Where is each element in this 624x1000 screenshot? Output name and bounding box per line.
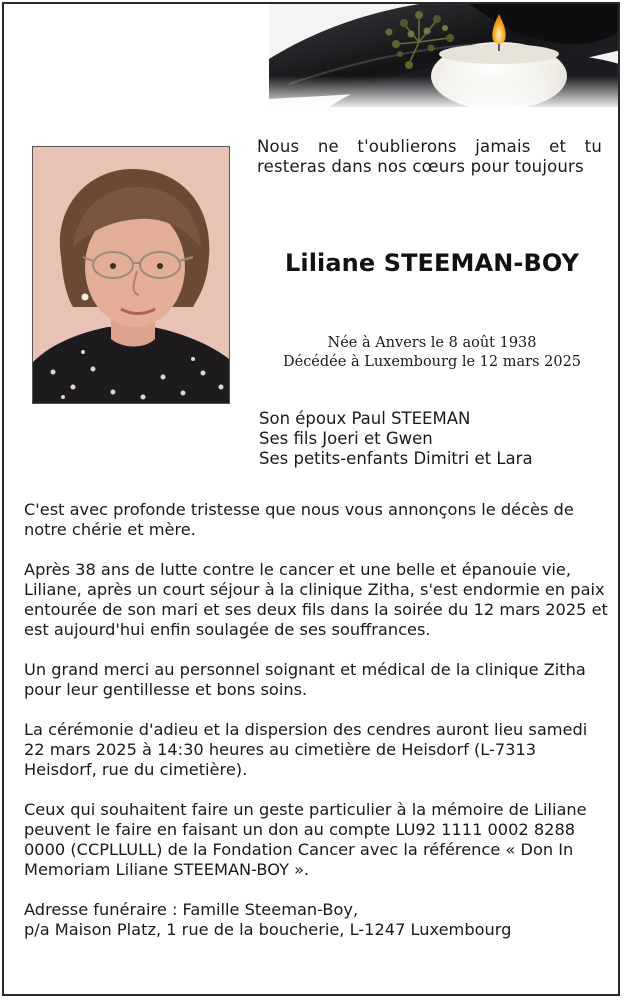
announcement-body [24,500,608,940]
paragraph-ceremony: La cérémonie d'adieu et la dispersion des cendres auront lieu samedi 22 mars 2025 à 14:30 heures au cimetière de Heisdorf (L-7313 Heisdorf, rue du cimetière). [24,720,588,779]
portrait-photo [32,146,230,404]
paragraph-thanks: Un grand merci au personnel soignant et médical de la clinique Zitha pour leur gentillesse et bons soins. [24,660,586,699]
paragraph-announcement: C'est avec profonde tristesse que nous vous annonçons le décès de notre chérie et mère. [24,500,574,539]
birth-death-dates [244,334,620,372]
birth-line: Née à Anvers le 8 août 1938 [327,335,537,351]
family-member-sons: Ses fils Joeri et Gwen [259,429,433,448]
deceased-name: Liliane STEEMAN-BOY [285,249,579,277]
family-member-grandchildren: Ses petits-enfants Dimitri et Lara [259,449,533,468]
address-line-2: p/a Maison Platz, 1 rue de la boucherie, L-1247 Luxembourg [24,920,512,939]
family-member-spouse: Son époux Paul STEEMAN [259,409,471,428]
funeral-address [24,900,608,940]
memorial-quote: Nous ne t'oublierons jamais et tu resteras dans nos cœurs pour toujours [257,137,602,176]
death-line: Décédée à Luxembourg le 12 mars 2025 [282,354,582,370]
address-line-1: Adresse funéraire : Famille Steeman-Boy, [24,900,359,919]
portrait-illustration [33,147,229,403]
paragraph-life-story: Après 38 ans de lutte contre le cancer et une belle et épanouie vie, Liliane, après un court séjour à la clinique Zitha, s'est endormie en paix entourée de son mari et ses deux fils dans la soirée du 12 mars 2025 et est aujourd'hui enfin soulagée de ses souffrances. [24,560,608,639]
candle-ribbon-banner [269,4,620,107]
family-list [259,409,609,469]
obituary-notice [2,2,620,996]
paragraph-donation: Ceux qui souhaitent faire un geste particulier à la mémoire de Liliane peuvent le faire en faisant un don au compte LU92 1111 0002 8288 0000 (CCPLLULL) de la Fondation Cancer avec la référence « Don In Memoriam Liliane STEEMAN-BOY ». [24,800,587,879]
